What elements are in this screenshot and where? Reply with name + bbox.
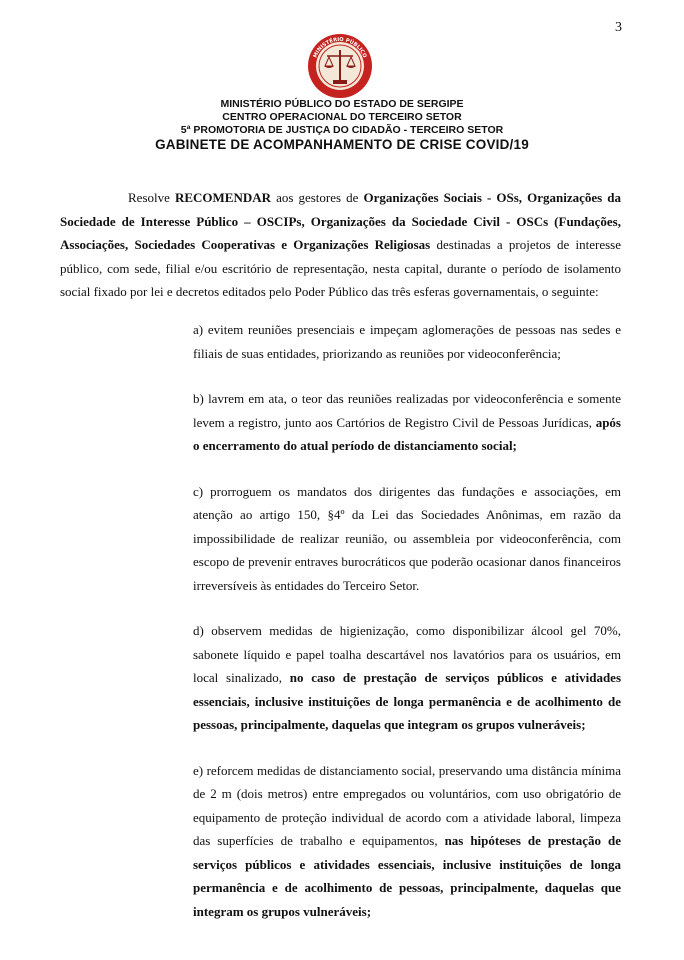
intro-text-3: destinadas a projetos de interesse público, com sede, filial e/ou escritório de representação, nesta capital, durante o período de isolamento social fixado por lei e decretos editados pelo Poder Público das três esferas governamentais, o seguinte: [60,237,622,299]
seal-text: MINISTÉRIO PÚBLICO [312,36,368,59]
recommendation-item-b [193,387,621,458]
item-e-bold: nas hipóteses de prestação de serviços públicos e atividades essenciais, inclusive instituições de longa permanência e de acolhimento de pessoas, principalmente, daquelas que integram os grupos vulneráveis; [193,833,621,919]
recommendation-item-a [193,318,621,365]
item-e-text: e) reforcem medidas de distanciamento social, preservando uma distância mínima de 2 m (dois metros) entre empregados ou voluntários, com uso obrigatório de equipamento de proteção individual de acordo com a atividade laboral, limpeza das superfícies de trabalho e equipamentos, [193,762,621,848]
recommendation-item-d [193,619,621,737]
recommendation-item-e [193,759,621,924]
header-promotoria: 5ª PROMOTORIA DE JUSTIÇA DO CIDADÃO - TERCEIRO SETOR [180,124,504,136]
header-institution: MINISTÉRIO PÚBLICO DO ESTADO DE SERGIPE [220,98,464,110]
item-c-text: c) prorroguem os mandatos dos dirigentes das fundações e associações, em atenção ao artigo 150, §4º da Lei das Sociedades Anônimas, em razão da impossibilidade de realizar reunião, ou assembleia por videoconferência, com escopo de prevenir entraves burocráticos que poderão ocasionar danos financeiros irreversíveis às entidades do Terceiro Setor. [193,483,621,593]
page-number: 3 [615,20,622,35]
recommendation-item-c [193,480,621,598]
intro-text-2: aos gestores de [271,190,364,205]
ministerio-publico-seal-logo [305,32,375,100]
recommendation-list [193,318,621,945]
intro-text-1: Resolve [128,190,175,205]
intro-paragraph [60,186,621,304]
intro-bold-recomendar: RECOMENDAR [174,190,272,205]
header-title: GABINETE DE ACOMPANHAMENTO DE CRISE COVID/19 [155,137,529,152]
item-b-bold: após o encerramento do atual período de distanciamento social; [193,414,621,453]
item-b-text: b) lavrem em ata, o teor das reuniões realizadas por videoconferência e somente levem a registro, junto aos Cartórios de Registro Civil de Pessoas Jurídicas, [193,391,621,430]
item-a-text: a) evitem reuniões presenciais e impeçam aglomerações de pessoas nas sedes e filiais de suas entidades, priorizando as reuniões por videoconferência; [193,322,621,361]
header-center: CENTRO OPERACIONAL DO TERCEIRO SETOR [222,111,462,123]
item-d-text: d) observem medidas de higienização, como disponibilizar álcool gel 70%, sabonete líquido e papel toalha descartável nos lavatórios para os usuários, em local sinalizado, [193,623,621,685]
document-header [0,98,684,153]
item-d-bold: no caso de prestação de serviços públicos e atividades essenciais, inclusive instituições de longa permanência e de acolhimento de pessoas, principalmente, daquelas que integram os grupos vulneráveis; [193,670,621,732]
intro-bold-organizations: Organizações Sociais - OSs, Organizações da Sociedade de Interesse Público – OSCIPs, Organizações da Sociedade Civil - OSCs (Fundações, Associações, Sociedades Cooperativas e Organizações Religiosas [60,190,621,252]
